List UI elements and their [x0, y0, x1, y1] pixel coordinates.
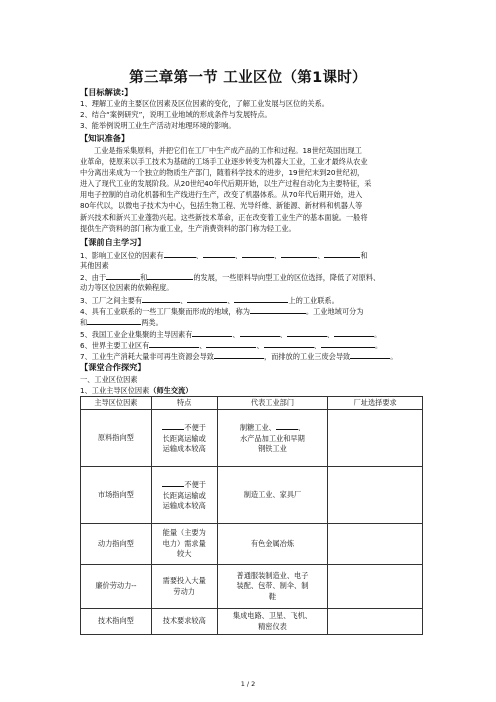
answer-blank[interactable]	[281, 249, 317, 258]
question-1-cont: 其他因素	[80, 261, 109, 270]
inquiry-heading: 【课堂合作探究】	[80, 362, 146, 372]
self-study-heading: 【课前自主学习】	[80, 237, 146, 247]
page-title: 第三章第一节 工业区位（第1课时）	[129, 70, 367, 86]
table-cell: 动力指向型	[81, 524, 152, 565]
answer-blank[interactable]	[106, 271, 140, 280]
table-cell: 能量（主要为 电力）需求量 较大	[151, 524, 217, 565]
table-row	[81, 467, 423, 524]
knowledge-line: 新兴技术和新兴工业蓬勃兴起。这些新技术革命，正在改变着工业生产的基本面貌。一般将	[80, 212, 368, 222]
table-header: 特点	[151, 397, 217, 410]
table-cell: 有色金属冶炼	[217, 524, 328, 565]
knowledge-heading: 【知识准备】	[80, 133, 130, 143]
table-cell-empty[interactable]	[328, 565, 423, 609]
answer-blank[interactable]	[147, 271, 193, 280]
answer-blank[interactable]	[321, 339, 375, 348]
table-header-row	[81, 397, 423, 410]
answer-blank[interactable]	[264, 339, 314, 348]
table-cell: 不便于 长距离运输或 运输成本较高	[151, 467, 217, 524]
knowledge-line: 用电子控制的自动化机器和生产线进行生产，改变了机器体系。从70年代后期开始，进入	[80, 190, 363, 200]
knowledge-line: 80年代以，以微电子技术为中心，包括生物工程、光导纤维、新能源、新材料和机器人等	[80, 201, 363, 211]
answer-blank[interactable]	[276, 421, 298, 430]
answer-blank[interactable]	[334, 328, 374, 337]
table-cell: 制造工业、家具厂	[217, 467, 328, 524]
table-row	[81, 524, 423, 565]
goal-item: 1、理解工业的主要区位因素及区位因素的变化，了解工业发展与区位的关系。	[80, 99, 329, 108]
question-1: 1、影响工业区位的因素有 、 、 、 、 和	[80, 251, 368, 260]
knowledge-line: 提供生产资料的部门称为重工业，生产消费资料的部门称为轻工业。	[80, 223, 296, 233]
question-6: 6、世界主要工业区有 、 、 、 。	[80, 341, 383, 350]
table-cell: 技术要求较高	[151, 609, 217, 635]
goal-item: 2、结合“案例研究”，说明工业地域的形成条件与发展特点。	[80, 110, 272, 119]
knowledge-line: 业革命，使原来以手工技术为基础的工场手工业逐步转变为机器大工业，工业才最终从农业	[80, 157, 368, 167]
table-header: 代表工业部门	[217, 397, 328, 410]
knowledge-paragraph	[80, 145, 422, 234]
table-cell-empty[interactable]	[328, 467, 423, 524]
answer-blank[interactable]	[87, 316, 141, 325]
answer-blank[interactable]	[214, 350, 264, 359]
table-row	[81, 565, 423, 609]
goals-heading: 【目标解读:】	[80, 87, 133, 97]
table-cell-empty[interactable]	[328, 410, 423, 467]
question-3: 3、工厂之间主要有 、 、 上的工业联系。	[80, 296, 339, 305]
table-cell: 普通服装制造业、电子 装配、包带、制伞、制 鞋	[217, 565, 328, 609]
table-cell: 廉价劳动力--	[81, 565, 152, 609]
table-cell: 市场指向型	[81, 467, 152, 524]
answer-blank[interactable]	[287, 328, 327, 337]
answer-blank[interactable]	[187, 294, 227, 303]
answer-blank[interactable]	[162, 478, 184, 487]
table-row	[81, 410, 423, 467]
knowledge-line: 工业是指采集原料，并把它们在工厂中生产成产品的工作和过程。18世纪英国出现工	[94, 146, 362, 155]
table-header: 主导区位因素	[81, 397, 152, 410]
answer-blank[interactable]	[203, 249, 235, 258]
question-2-cont: 动力等区位因素的依赖程度。	[80, 283, 174, 292]
question-4-cont: 和 两类。	[80, 318, 163, 327]
page-number: 1 / 2	[240, 680, 256, 688]
location-factor-table	[80, 396, 423, 635]
knowledge-line: 进入了现代工业的发展阶段。从20世纪40年代后期开始，以生产过程自动化为主要特征，采	[80, 179, 372, 189]
table-cell: 需要投入大量 劳动力	[151, 565, 217, 609]
answer-blank[interactable]	[324, 249, 360, 258]
table-cell: 不便于 长距离运输或 运输成本较高	[151, 410, 217, 467]
table-header: 厂址选择要求	[328, 397, 423, 410]
table-row	[81, 609, 423, 635]
answer-blank[interactable]	[142, 294, 180, 303]
question-5: 5、我国工业企业集聚的主导因素有 、 、 、 。	[80, 330, 382, 339]
table-cell: 集成电路、卫星、飞机、 精密仪表	[217, 609, 328, 635]
inquiry-subheading: 1、工业主导区位因素（师生交流）	[80, 386, 193, 395]
table-cell-empty[interactable]	[328, 609, 423, 635]
answer-blank[interactable]	[164, 249, 196, 258]
answer-blank[interactable]	[192, 328, 232, 337]
table-cell: 制糖工业、 、 水产品加工业和早期 钢铁工业	[217, 410, 328, 467]
table-cell: 原料指向型	[81, 410, 152, 467]
goal-item: 3、能举例说明工业生产活动对地理环境的影响。	[80, 121, 236, 130]
answer-blank[interactable]	[162, 421, 184, 430]
question-4: 4、具有工业联系的一些工厂集聚而形成的地域，称为 。工业地域可分为	[80, 307, 364, 316]
answer-blank[interactable]	[206, 339, 256, 348]
answer-blank[interactable]	[234, 294, 288, 303]
inquiry-subheading: 一、工业区位因素	[80, 375, 138, 384]
question-7: 7、工业生产消耗大量非可再生资源会导致 ，而排放的工业三废会导致 。	[80, 352, 398, 361]
answer-blank[interactable]	[149, 339, 199, 348]
question-2: 2、由于 和 的发展，一些原料导向型工业的区位选择，降低了对原料、	[80, 273, 381, 282]
answer-blank[interactable]	[250, 305, 306, 314]
answer-blank[interactable]	[240, 328, 280, 337]
knowledge-line: 中分离出来成为一个独立的物质生产部门，随着科学技术的进步，19世纪末到20世纪初，	[80, 168, 365, 178]
table-cell: 技术指向型	[81, 609, 152, 635]
answer-blank[interactable]	[350, 350, 390, 359]
table-cell-empty[interactable]	[328, 524, 423, 565]
answer-blank[interactable]	[242, 249, 274, 258]
